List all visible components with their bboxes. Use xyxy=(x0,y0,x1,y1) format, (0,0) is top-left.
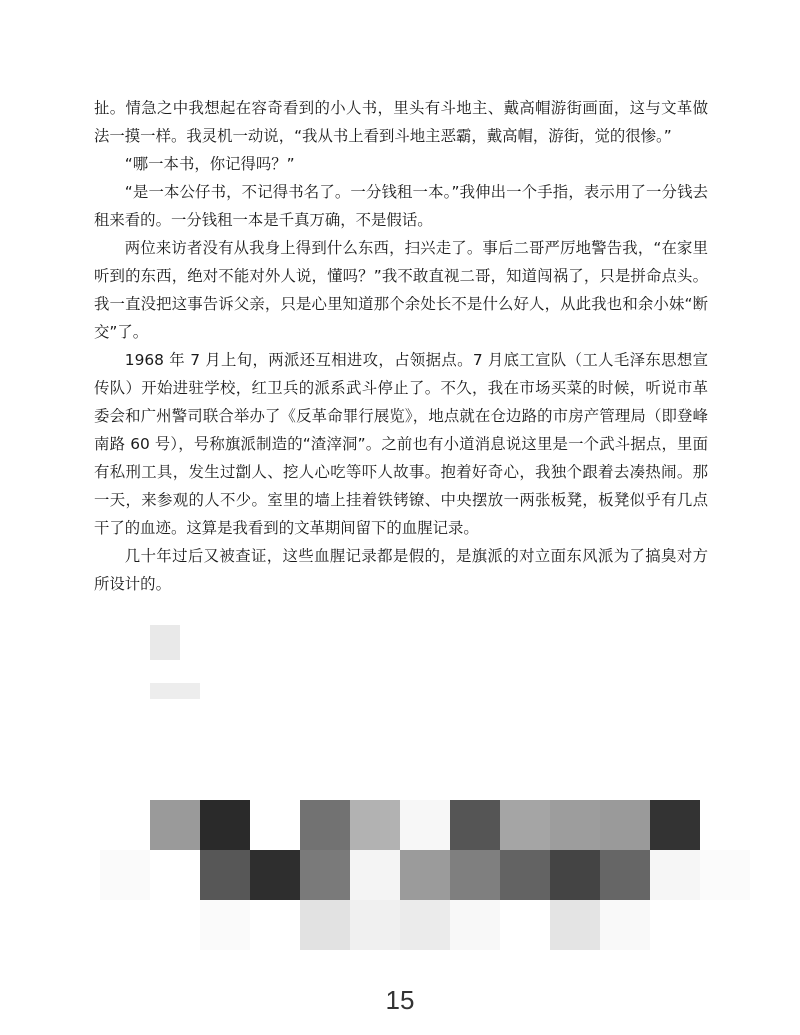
redaction-tile xyxy=(400,800,450,850)
redaction-tile xyxy=(350,850,400,900)
redaction-tile xyxy=(150,800,200,850)
paragraph-1: 扯。情急之中我想起在容奇看到的小人书，里头有斗地主、戴高帽游街画面，这与文革做法一摸一样。我灵机一动说，“我从书上看到斗地主恶霸，戴高帽，游街，觉的很惨。” xyxy=(94,99,708,145)
redaction-tile xyxy=(550,900,600,950)
redaction-tile xyxy=(550,850,600,900)
paragraph-5: 1968 年 7 月上旬，两派还互相进攻，占领据点。7 月底工宣队（工人毛泽东思想宣传队）开始进驻学校，红卫兵的派系武斗停止了。不久，我在市场买菜的时候，听说市革委会和广州警司联合举办了《反革命罪行展览》，地点就在仓边路的市房产管理局（即登峰南路 60 号），号称旗派制造的“渣滓洞”。之前也有小道消息说这里是一个武斗据点，里面有私刑工具，发生过劏人、挖人心吃等吓人故事。抱着好奇心，我独个跟着去凑热闹。那一天，来参观的人不少。室里的墙上挂着铁铐镣、中央摆放一两张板凳，板凳似乎有几点干了的血迹。这算是我看到的文革期间留下的血腥记录。 xyxy=(94,351,708,537)
redaction-tile xyxy=(200,850,250,900)
redaction-tile xyxy=(550,800,600,850)
redaction-tile xyxy=(350,800,400,850)
redaction-tile xyxy=(400,900,450,950)
redaction-tile xyxy=(300,800,350,850)
redaction-tile xyxy=(300,850,350,900)
redaction-tile xyxy=(500,850,550,900)
redaction-tile xyxy=(300,900,350,950)
redaction-tile xyxy=(600,850,650,900)
paragraph-3: “是一本公仔书，不记得书名了。一分钱租一本。”我伸出一个手指，表示用了一分钱去租来看的。一分钱租一本是千真万确，不是假话。 xyxy=(94,183,708,229)
page-number: 15 xyxy=(385,985,415,1015)
paragraph-6: 几十年过后又被查证，这些血腥记录都是假的，是旗派的对立面东风派为了搞臭对方所设计的。 xyxy=(94,547,708,593)
redaction-tile xyxy=(150,683,200,699)
redaction-tile xyxy=(450,850,500,900)
redaction-tile xyxy=(600,900,650,950)
paragraph-4: 两位来访者没有从我身上得到什么东西，扫兴走了。事后二哥严厉地警告我，“在家里听到的东西，绝对不能对外人说，懂吗？”我不敢直视二哥，知道闯祸了，只是拼命点头。我一直没把这事告诉父亲，只是心里知道那个余处长不是什么好人，从此我也和余小妹“断交”了。 xyxy=(94,239,708,341)
redaction-tile xyxy=(650,800,700,850)
redaction-tile xyxy=(200,900,250,950)
redaction-tile xyxy=(250,850,300,900)
redaction-tile xyxy=(200,800,250,850)
redaction-tile xyxy=(700,850,750,900)
body-text xyxy=(94,94,708,598)
redaction-tile xyxy=(150,625,180,660)
paragraph-2: “哪一本书，你记得吗？” xyxy=(124,155,295,173)
redaction-tile xyxy=(350,900,400,950)
redaction-tile xyxy=(100,850,150,900)
redaction-tile xyxy=(450,900,500,950)
redaction-tile xyxy=(650,850,700,900)
redaction-tile xyxy=(400,850,450,900)
redaction-tile xyxy=(450,800,500,850)
redaction-tile xyxy=(600,800,650,850)
redaction-tile xyxy=(500,800,550,850)
